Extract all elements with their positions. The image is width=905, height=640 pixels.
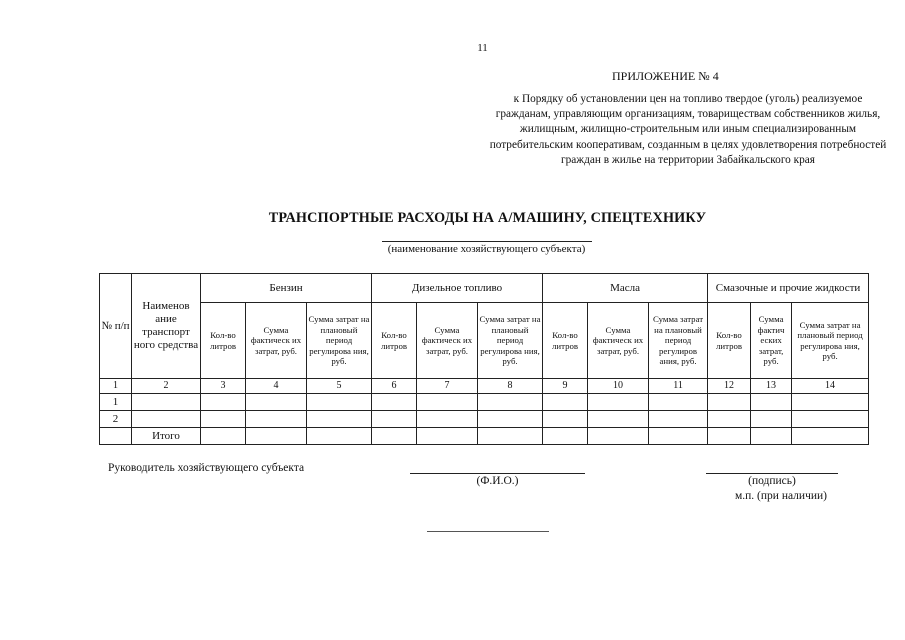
entity-caption: (наименование хозяйствующего субъекта) [387, 243, 586, 255]
header-petrol-actual: Сумма фактическ их затрат, руб. [246, 303, 307, 379]
data-cell [792, 394, 869, 411]
header-group-lubricants: Смазочные и прочие жидкости [708, 274, 869, 303]
header-row-number: № п/п [100, 274, 132, 379]
column-number: 2 [132, 379, 201, 394]
data-cell [751, 428, 792, 445]
appendix-text: к Порядку об установлении цен на топливо твердое (уголь) реализуемое гражданам, управляющим организациям, товариществам собственников жилья, жилищным, жилищно-строительным или иным специализированным потребительским кооперативам, созданным в целях удовлетворения потребностей граждан в жилье на территории Забайкальского края [489, 93, 887, 166]
table-row [100, 394, 869, 411]
entity-name-line [382, 241, 592, 242]
data-cell [307, 411, 372, 428]
data-cell [372, 428, 417, 445]
row-number [100, 428, 132, 445]
table-row-total [100, 428, 869, 445]
data-cell [307, 394, 372, 411]
header-oils-actual: Сумма фактическ их затрат, руб. [588, 303, 649, 379]
signature-label: (подпись) [748, 475, 796, 487]
column-number: 6 [372, 379, 417, 394]
row-number: 1 [100, 394, 132, 411]
data-cell [708, 428, 751, 445]
data-cell [751, 411, 792, 428]
data-cell [543, 411, 588, 428]
data-cell [751, 394, 792, 411]
data-cell [708, 394, 751, 411]
column-number: 9 [543, 379, 588, 394]
header-group-oils: Масла [543, 274, 708, 303]
signature-line [706, 473, 838, 474]
data-cell [417, 394, 478, 411]
column-number: 13 [751, 379, 792, 394]
column-number: 12 [708, 379, 751, 394]
data-cell [201, 428, 246, 445]
stamp-label: м.п. (при наличии) [735, 490, 827, 502]
document-title: ТРАНСПОРТНЫЕ РАСХОДЫ НА А/МАШИНУ, СПЕЦТЕХНИКУ [268, 210, 707, 226]
data-cell [792, 428, 869, 445]
data-cell [708, 411, 751, 428]
data-cell [478, 428, 543, 445]
data-cell [588, 411, 649, 428]
header-diesel-planned: Сумма затрат на плановый период регулирова ния, руб. [478, 303, 543, 379]
data-cell [417, 428, 478, 445]
data-cell [649, 428, 708, 445]
column-number: 3 [201, 379, 246, 394]
row-vehicle-name [132, 411, 201, 428]
data-cell [201, 394, 246, 411]
column-number: 5 [307, 379, 372, 394]
column-number: 11 [649, 379, 708, 394]
signer-label: Руководитель хозяйствующего субъекта [108, 462, 305, 474]
header-vehicle-name: Наименов ание транспорт ного средства [132, 274, 201, 379]
data-cell [588, 428, 649, 445]
header-oils-liters: Кол-во литров [543, 303, 588, 379]
transport-costs-table [99, 273, 869, 445]
row-vehicle-name [132, 394, 201, 411]
data-cell [372, 411, 417, 428]
data-cell [372, 394, 417, 411]
header-lubricants-liters: Кол-во литров [708, 303, 751, 379]
data-cell [478, 394, 543, 411]
header-lubricants-planned: Сумма затрат на плановый период регулирова ния, руб. [792, 303, 869, 379]
bottom-line [427, 531, 549, 532]
page-number: 11 [477, 42, 488, 54]
data-cell [543, 394, 588, 411]
column-number: 10 [588, 379, 649, 394]
header-diesel-actual: Сумма фактическ их затрат, руб. [417, 303, 478, 379]
column-number: 4 [246, 379, 307, 394]
data-cell [649, 394, 708, 411]
data-cell [543, 428, 588, 445]
header-group-petrol: Бензин [201, 274, 372, 303]
column-number: 8 [478, 379, 543, 394]
header-petrol-liters: Кол-во литров [201, 303, 246, 379]
data-cell [649, 411, 708, 428]
header-petrol-planned: Сумма затрат на плановый период регулирова ния, руб. [307, 303, 372, 379]
data-cell [417, 411, 478, 428]
data-cell [478, 411, 543, 428]
data-cell [201, 411, 246, 428]
column-number: 1 [100, 379, 132, 394]
data-cell [246, 411, 307, 428]
data-cell [792, 411, 869, 428]
table-row [100, 411, 869, 428]
header-oils-planned: Сумма затрат на плановый период регулиров ания, руб. [649, 303, 708, 379]
column-number: 14 [792, 379, 869, 394]
data-cell [246, 394, 307, 411]
header-lubricants-actual: Сумма фактич еских затрат, руб. [751, 303, 792, 379]
appendix-title: ПРИЛОЖЕНИЕ № 4 [612, 69, 719, 83]
column-number: 7 [417, 379, 478, 394]
row-number: 2 [100, 411, 132, 428]
fio-line [410, 473, 585, 474]
data-cell [588, 394, 649, 411]
fio-label: (Ф.И.О.) [476, 475, 519, 487]
row-total-label: Итого [132, 428, 201, 445]
data-cell [246, 428, 307, 445]
header-group-diesel: Дизельное топливо [372, 274, 543, 303]
data-cell [307, 428, 372, 445]
header-diesel-liters: Кол-во литров [372, 303, 417, 379]
